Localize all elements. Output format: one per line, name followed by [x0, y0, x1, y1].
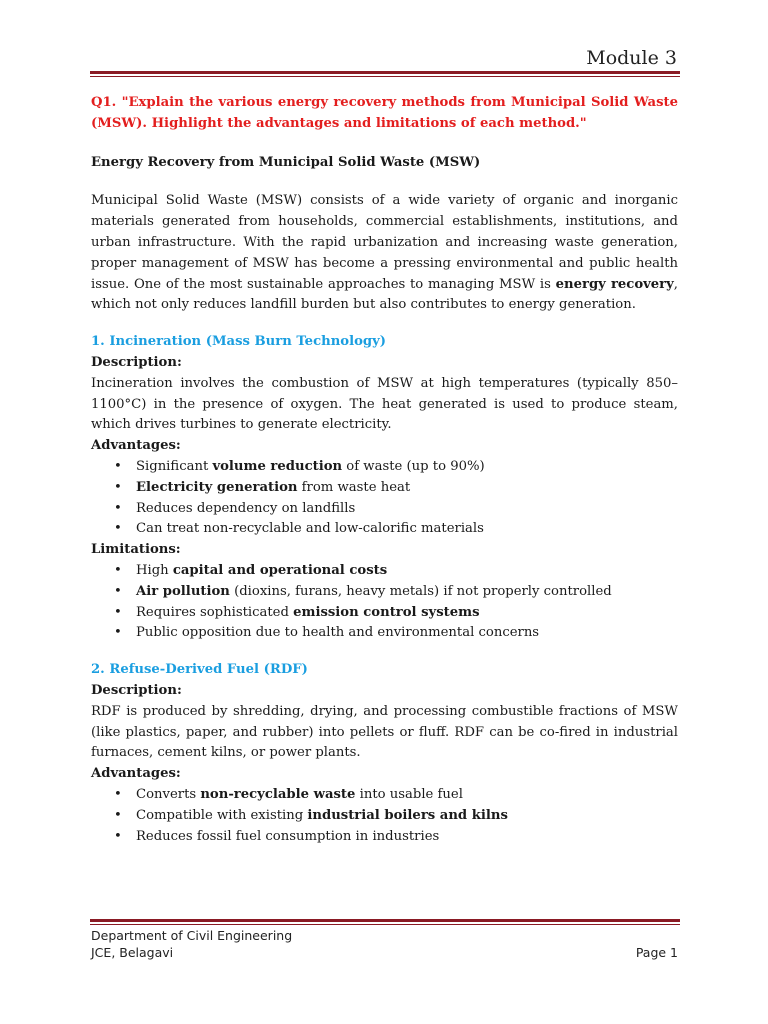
list-item: • Requires sophisticated emission control systems — [91, 603, 678, 624]
document-subtitle: Energy Recovery from Municipal Solid Waste (MSW) — [91, 154, 481, 170]
page-number: Page 1 — [635, 945, 678, 960]
list-item: • High capital and operational costs — [91, 561, 678, 582]
list-item: • Compatible with existing industrial boilers and kilns — [91, 806, 678, 827]
limitations-label: Limitations: — [91, 542, 181, 558]
section-heading: 1. Incineration (Mass Burn Technology) — [91, 334, 387, 350]
list-item: • Public opposition due to health and environmental concerns — [91, 623, 678, 644]
list-item: • Converts non-recyclable waste into usable fuel — [91, 785, 678, 806]
description-label: Description: — [91, 682, 182, 698]
list-item: • Reduces dependency on landfills — [91, 499, 678, 520]
document-body — [91, 93, 678, 847]
section-description: Incineration involves the combustion of MSW at high temperatures (typically 850–1100°C) in the presence of oxygen. The heat generated is used to produce steam, which drives turbines to generate electricity. — [91, 375, 678, 433]
description-label: Description: — [91, 354, 182, 370]
list-item: • Air pollution (dioxins, furans, heavy metals) if not properly controlled — [91, 582, 678, 603]
list-item: • Electricity generation from waste heat — [91, 478, 678, 499]
footer-rule — [90, 919, 680, 925]
section-description: RDF is produced by shredding, drying, and processing combustible fractions of MSW (like plastics, paper, and rubber) into pellets or fluff. RDF can be co-fired in industrial furnaces, cement kilns, or power plants. — [91, 703, 678, 761]
header-rule — [90, 71, 680, 77]
intro-paragraph: Municipal Solid Waste (MSW) consists of a wide variety of organic and inorganic materials generated from households, commercial establishments, institutions, and urban infrastructure. With the rapid urbanization and increasing waste generation, proper management of MSW has become a pressing environmental and public health issue. One of the most sustainable approaches to managing MSW is energy recovery, which not only reduces landfill burden but also contributes to energy generation. — [91, 193, 678, 313]
footer-institute: JCE, Belagavi — [91, 945, 174, 960]
module-title: Module 3 — [586, 47, 677, 69]
advantages-list — [91, 457, 678, 540]
advantages-list — [91, 785, 678, 847]
section-heading: 2. Refuse-Derived Fuel (RDF) — [91, 662, 308, 678]
list-item: • Significant volume reduction of waste (up to 90%) — [91, 457, 678, 478]
footer-department: Department of Civil Engineering — [91, 928, 293, 943]
list-item: • Reduces fossil fuel consumption in industries — [91, 827, 678, 848]
question-text: Q1. "Explain the various energy recovery methods from Municipal Solid Waste (MSW). Highlight the advantages and limitations of each method." — [91, 95, 678, 131]
limitations-list — [91, 561, 678, 644]
page-footer — [91, 927, 678, 961]
advantages-label: Advantages: — [91, 766, 181, 782]
advantages-label: Advantages: — [91, 438, 181, 454]
list-item: • Can treat non-recyclable and low-calorific materials — [91, 519, 678, 540]
